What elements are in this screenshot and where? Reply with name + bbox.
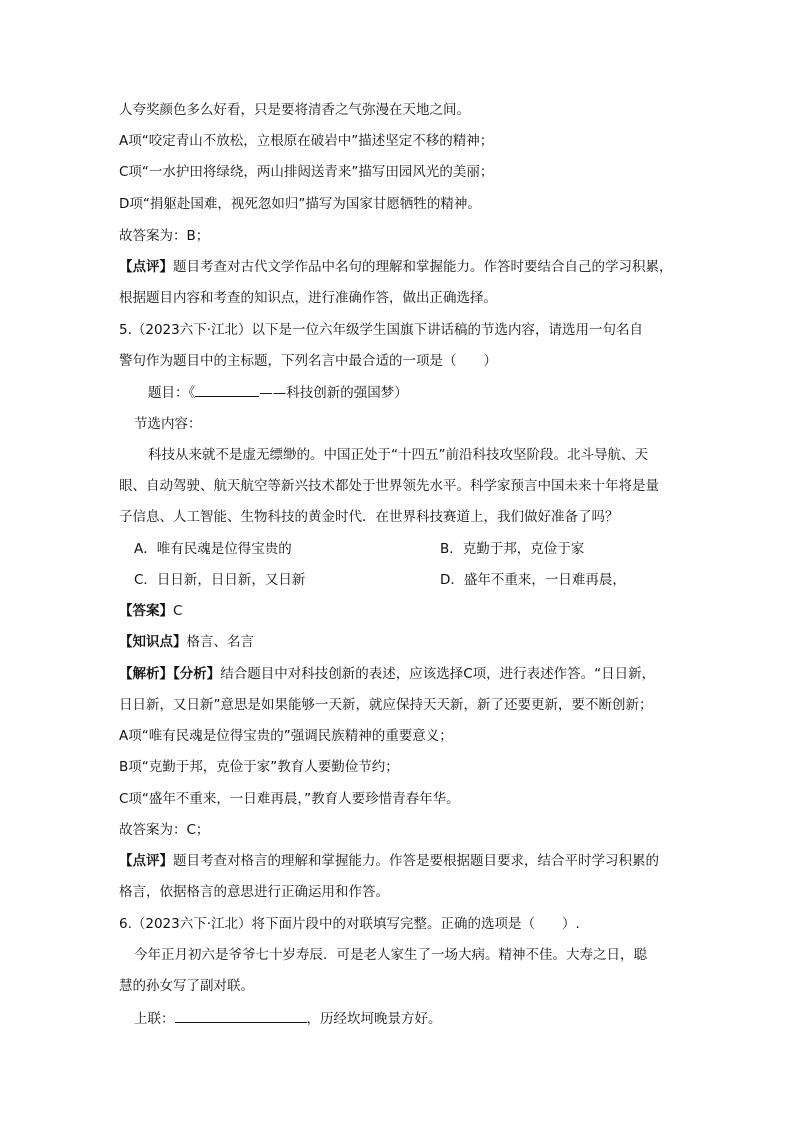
comment-line: 格言，依据格言的意思进行正确运用和作答。 — [119, 884, 389, 900]
option-a: A．唯有民魂是位得宝贵的 — [134, 541, 292, 557]
comment-line — [119, 851, 679, 871]
option-b: B．克勤于邦，克俭于家 — [440, 541, 585, 557]
analysis-line: 日日新，又日新”意思是如果能够一天新，就应保持天天新，新了还要更新，要不断创新； — [119, 697, 653, 713]
excerpt-text: 科技从来就不是虚无缥缈的。中国正处于“十四五”前沿科技攻坚阶段。北斗导航、天 — [148, 447, 648, 463]
knowledge-point-tag: 【知识点】 — [119, 634, 187, 650]
text-line: A项“咬定青山不放松，立根原在破岩中”描述坚定不移的精神； — [119, 133, 494, 149]
analysis-line: 故答案为：C； — [119, 822, 210, 838]
couplet-label: 上联： — [134, 1011, 175, 1027]
analysis-text: 结合题目中对科技创新的表述，应该选择C项，进行表述作答。“日日新， — [220, 666, 656, 682]
comment-tag: 【点评】 — [119, 259, 173, 275]
analysis-line: A项“唯有民魂是位得宝贵的”强调民族精神的重要意义； — [119, 728, 453, 744]
text-line: 根据题目内容和考查的知识点，进行准确作答，做出正确选择。 — [119, 290, 497, 306]
analysis-line — [119, 664, 679, 684]
fill-blank — [175, 1008, 307, 1023]
answer-value: C — [173, 603, 183, 619]
comment-text: 题目考查对古代文学作品中名句的理解和掌握能力。作答时要结合自己的学习积累， — [173, 259, 673, 275]
analysis-line: B项“克勤于邦，克俭于家”教育人要勤俭节约； — [119, 759, 399, 775]
option-d: D．盛年不重来，一日难再晨， — [440, 572, 626, 588]
option-c: C．日日新，日日新，又日新 — [134, 572, 306, 588]
answer-tag: 【答案】 — [119, 603, 173, 619]
knowledge-point-text: 格言、名言 — [186, 634, 254, 650]
knowledge-point-line — [119, 632, 679, 652]
title-suffix: ——科技创新的强国梦） — [259, 385, 408, 401]
question-5-stem: 5.（2023六下·江北）以下是一位六年级学生国旗下讲话稿的节选内容，请选用一句名自 — [119, 322, 644, 338]
couplet-suffix: ，历经坎坷晚景方好。 — [306, 1011, 442, 1027]
text-line: C项“一水护田将绿绕，两山排闼送青来”描写田园风光的美丽； — [119, 164, 494, 180]
fill-blank — [195, 382, 259, 397]
analysis-tag: 【解析】【分析】 — [119, 666, 221, 682]
excerpt-text: 子信息、人工智能、生物科技的黄金时代．在世界科技赛道上，我们做好准备了吗？ — [119, 509, 619, 525]
comment-tag: 【点评】 — [119, 853, 173, 869]
question-5-title-line — [148, 382, 708, 403]
title-prefix: 题目：《 — [148, 385, 196, 401]
question-6-text: 慧的孙女写了副对联。 — [119, 978, 254, 994]
text-line: D项“捐躯赴国难，视死忽如归”描写为国家甘愿牺牲的精神。 — [119, 196, 481, 212]
couplet-upper-line — [134, 1008, 694, 1029]
answer-line — [119, 601, 679, 621]
excerpt-text: 眼、自动驾驶、航天航空等新兴技术都处于世界领先水平。科学家预言中国未来十年将是量 — [119, 478, 659, 494]
analysis-line: C项“盛年不重来，一日难再晨，”教育人要珍惜青春年华。 — [119, 791, 460, 807]
question-5-stem: 警句作为题目中的主标题，下列名言中最合适的一项是（ ） — [119, 353, 497, 369]
text-line: 故答案为：B； — [119, 228, 210, 244]
comment-text: 题目考查对格言的理解和掌握能力。作答是要根据题目要求，结合平时学习积累的 — [173, 853, 659, 869]
comment-line — [119, 257, 679, 277]
excerpt-label: 节选内容： — [134, 416, 202, 432]
question-6-stem: 6.（2023六下·江北）将下面片段中的对联填写完整。正确的选项是（ ）. — [119, 916, 580, 932]
question-6-text: 今年正月初六是爷爷七十岁寿辰．可是老人家生了一场大病。精神不佳。大寿之日，聪 — [134, 947, 647, 963]
text-line: 人夸奖颜色多么好看，只是要将清香之气弥漫在天地之间。 — [119, 102, 470, 118]
